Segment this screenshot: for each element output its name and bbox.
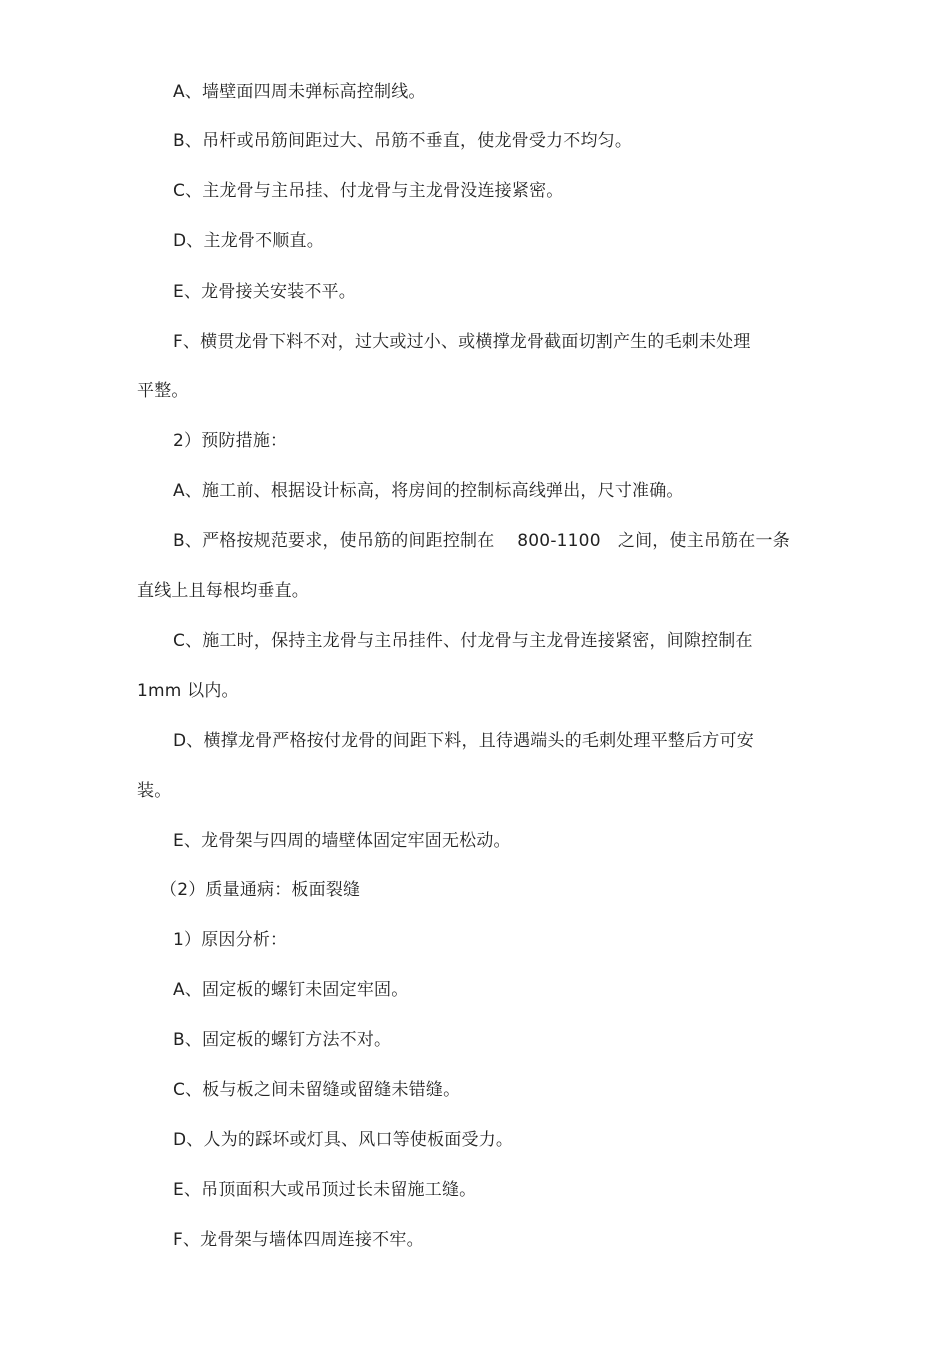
text-line-23: E、吊顶面积大或吊顶过长未留施工缝。 (173, 1180, 477, 1200)
text-line-22: D、人为的踩坏或灯具、风口等使板面受力。 (173, 1130, 514, 1150)
text-line-4: D、主龙骨不顺直。 (173, 231, 324, 251)
text-line-24: F、龙骨架与墙体四周连接不牢。 (173, 1230, 424, 1250)
text-line-16: E、龙骨架与四周的墙壁体固定牢固无松动。 (173, 831, 511, 851)
text-line-10: B、严格按规范要求，使吊筋的间距控制在 800-1100 之间，使主吊筋在一条 (173, 531, 790, 551)
text-line-20: B、固定板的螺钉方法不对。 (173, 1030, 392, 1050)
text-line-11: 直线上且每根均垂直。 (137, 581, 309, 601)
text-line-15: 装。 (137, 781, 172, 801)
text-line-8: 2）预防措施： (173, 431, 288, 451)
text-line-6: F、横贯龙骨下料不对，过大或过小、或横撑龙骨截面切割产生的毛刺未处理 (173, 332, 751, 352)
text-line-19: A、固定板的螺钉未固定牢固。 (173, 980, 409, 1000)
text-line-7: 平整。 (137, 381, 189, 401)
text-line-9: A、施工前、根据设计标高，将房间的控制标高线弹出，尺寸准确。 (173, 481, 684, 501)
text-line-3: C、主龙骨与主吊挂、付龙骨与主龙骨没连接紧密。 (173, 181, 564, 201)
text-line-2: B、吊杆或吊筋间距过大、吊筋不垂直，使龙骨受力不均匀。 (173, 131, 633, 151)
text-line-18: 1）原因分析： (173, 930, 288, 950)
text-line-13: 1mm 以内。 (137, 681, 239, 701)
text-line-12: C、施工时，保持主龙骨与主吊挂件、付龙骨与主龙骨连接紧密，间隙控制在 (173, 631, 753, 651)
text-line-1: A、墙壁面四周未弹标高控制线。 (173, 82, 426, 102)
text-line-21: C、板与板之间未留缝或留缝未错缝。 (173, 1080, 461, 1100)
text-line-14: D、横撑龙骨严格按付龙骨的间距下料，且待遇端头的毛刺处理平整后方可安 (173, 731, 754, 751)
text-line-17: （2）质量通病：板面裂缝 (160, 880, 361, 900)
text-line-5: E、龙骨接关安装不平。 (173, 282, 356, 302)
